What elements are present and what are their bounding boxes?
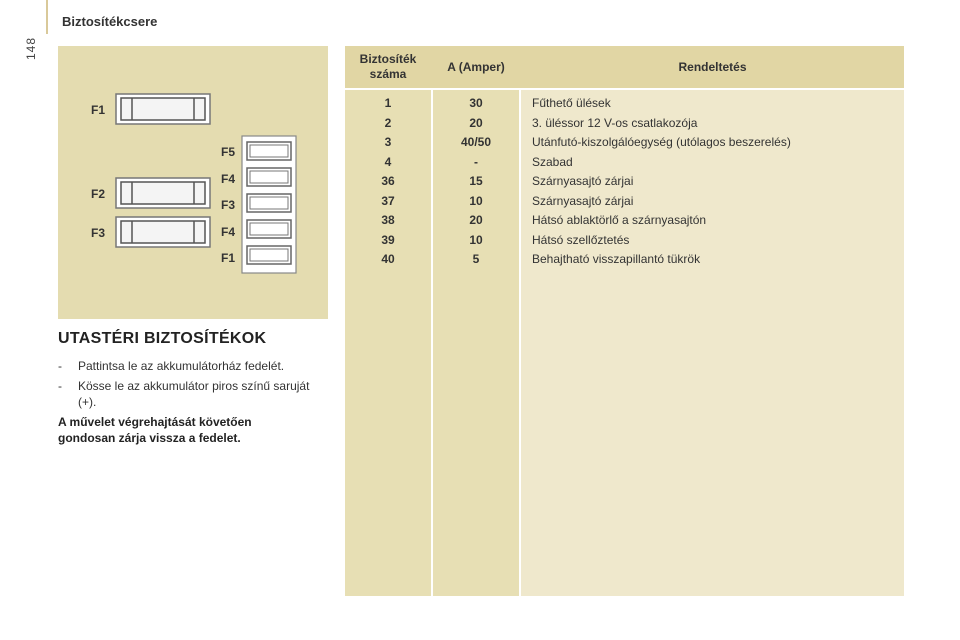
fuse-amp: 5 xyxy=(472,252,480,266)
left-fuse-f1 xyxy=(116,94,210,124)
step-bullet: - xyxy=(58,379,62,393)
step-1 xyxy=(58,358,326,374)
table-row xyxy=(345,192,904,212)
table-row xyxy=(345,94,904,114)
table-row xyxy=(345,172,904,192)
fuse-number: 40 xyxy=(381,252,395,266)
table-row xyxy=(345,153,904,173)
running-head: Biztosítékcsere xyxy=(62,14,158,29)
fuse-number: 39 xyxy=(381,232,395,247)
step-text: Pattintsa le az akkumulátorház fedelét. xyxy=(78,359,285,373)
margin-rule xyxy=(46,0,48,34)
header-fuse-number: Biztosíték száma xyxy=(359,52,417,81)
left-fuse-f2 xyxy=(116,178,210,208)
left-fuse-label-3: F3 xyxy=(91,226,106,240)
fuse-number: 38 xyxy=(381,213,395,227)
fuse-table xyxy=(345,46,904,596)
fuse-function: 3. üléssor 12 V-os csatlakozója xyxy=(532,115,698,130)
fuse-amp: 15 xyxy=(469,174,483,188)
fuse-number: 1 xyxy=(384,96,392,110)
fuse-amp: 20 xyxy=(469,115,483,130)
fuse-function: Behajtható visszapillantó tükrök xyxy=(532,252,701,266)
table-row xyxy=(345,211,904,231)
header-ampere: A (Amper) xyxy=(447,59,505,74)
left-fuse-label-1: F1 xyxy=(91,103,106,117)
step-bullet: - xyxy=(58,359,62,373)
step-text: Kösse le az akkumulátor piros színű saruját (+). xyxy=(78,379,310,409)
fuse-amp: 30 xyxy=(469,96,483,110)
right-fuse-label-3: F3 xyxy=(221,198,236,212)
fuse-number: 2 xyxy=(384,115,392,130)
fuse-box-illustration xyxy=(58,46,328,319)
fuse-function: Szabad xyxy=(532,154,573,169)
fuse-function: Hátsó szellőztetés xyxy=(532,232,630,247)
table-row xyxy=(345,231,904,251)
table-row xyxy=(345,133,904,153)
left-fuse-f3 xyxy=(116,217,210,247)
header-function: Rendeltetés xyxy=(678,59,747,74)
fuse-function: Fűthető ülések xyxy=(532,96,611,110)
fuse-amp: 10 xyxy=(469,232,483,247)
right-fuse-label-4: F4 xyxy=(221,225,236,239)
fuse-function: Utánfutó-kiszolgálóegység (utólagos beszerelés) xyxy=(532,135,791,149)
right-fuse-stack xyxy=(242,136,296,273)
fuse-amp: 40/50 xyxy=(460,135,492,149)
header-divider xyxy=(345,88,904,90)
right-fuse-label-1: F5 xyxy=(221,145,236,159)
warning-note: A művelet végrehajtását követően gondosan zárja vissza a fedelet. xyxy=(58,415,252,445)
fuse-number: 36 xyxy=(381,174,395,188)
fuse-amp: - xyxy=(474,154,478,169)
left-fuse-label-2: F2 xyxy=(91,187,106,201)
fuse-function: Hátsó ablaktörlő a szárnyasajtón xyxy=(532,213,707,227)
section-title: UTASTÉRI BIZTOSÍTÉKOK xyxy=(58,330,267,347)
fuse-number: 4 xyxy=(384,154,392,169)
fuse-number: 37 xyxy=(381,193,395,208)
fuse-amp: 20 xyxy=(469,213,483,227)
step-2 xyxy=(58,378,326,410)
table-row xyxy=(345,114,904,134)
right-fuse-label-5: F1 xyxy=(221,251,236,265)
page-number: 148 xyxy=(24,36,38,60)
fuse-number: 3 xyxy=(384,135,392,149)
table-body xyxy=(345,94,904,270)
fuse-function: Szárnyasajtó zárjai xyxy=(532,174,634,188)
fuse-box-diagram xyxy=(58,46,328,319)
fuse-amp: 10 xyxy=(469,193,483,208)
right-fuse-label-2: F4 xyxy=(221,172,236,186)
table-row xyxy=(345,250,904,270)
fuse-function: Szárnyasajtó zárjai xyxy=(532,193,634,208)
